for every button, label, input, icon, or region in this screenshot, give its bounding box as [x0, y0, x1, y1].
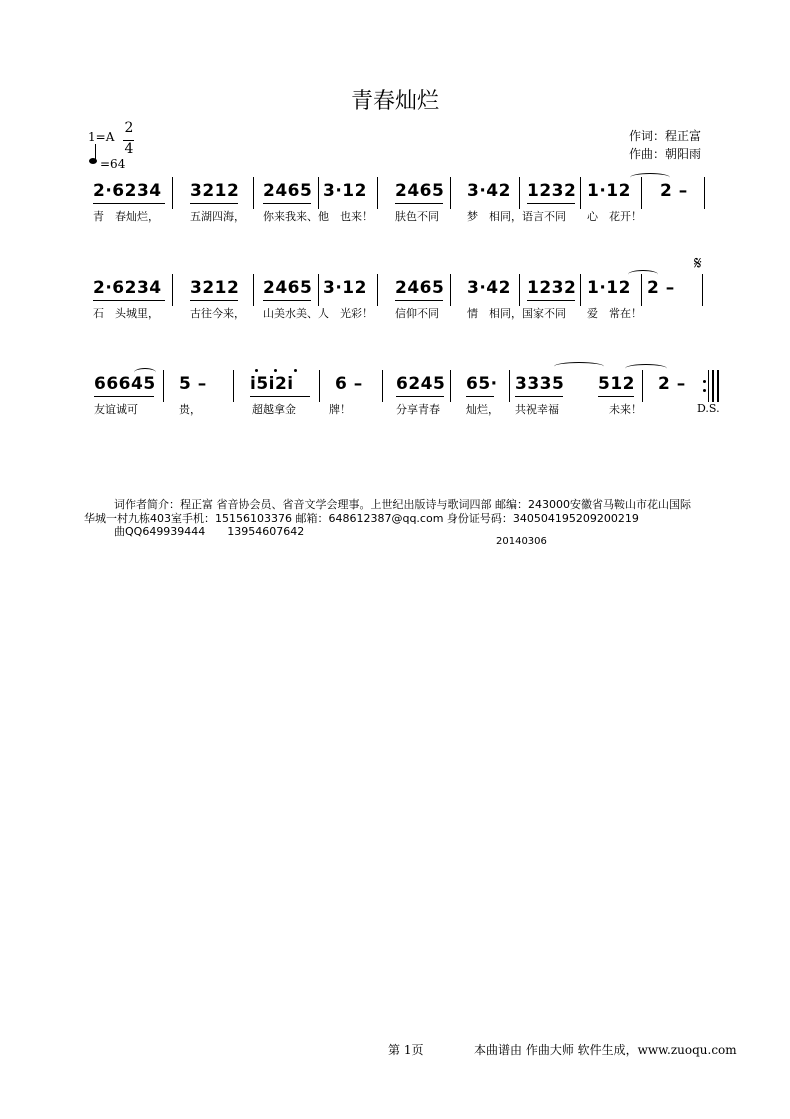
beam-underline [598, 396, 634, 397]
measure: 3212 [190, 181, 240, 201]
author-info-line: 曲QQ649939444 13954607642 [114, 525, 305, 538]
tie-slur [625, 364, 667, 373]
lyric-text: 山美水美、人 光彩！ [263, 307, 373, 320]
barline [319, 370, 320, 402]
lyric-text: 共祝幸福 [515, 403, 559, 416]
barline [450, 177, 451, 209]
beam-underline [93, 203, 165, 204]
barline [172, 177, 173, 209]
measure: 65· [466, 374, 498, 394]
measure: 6 – [335, 374, 363, 394]
beam-underline [395, 203, 443, 204]
measure: 2·6234 [93, 181, 162, 201]
beam-underline [396, 396, 444, 397]
time-signature-top: 2 [124, 120, 134, 136]
barline [704, 177, 705, 209]
lyric-text: 未来！ [609, 403, 642, 416]
barline [580, 274, 581, 306]
measure: 2465 [263, 278, 313, 298]
measure: 1232 [527, 278, 577, 298]
barline [172, 274, 173, 306]
measure: 3212 [190, 278, 240, 298]
lyric-text: 古往今来， [190, 307, 245, 320]
barline [702, 274, 703, 306]
barline [641, 274, 642, 306]
measure: 1·12 [587, 181, 631, 201]
measure: 2 – [647, 278, 675, 298]
beam-underline [515, 396, 563, 397]
beam-underline [93, 300, 165, 301]
barline [509, 370, 510, 402]
lyric-text: 梦 相同，语言不同 [467, 210, 566, 223]
lyric-text: 信仰不同 [395, 307, 439, 320]
octave-dot [274, 369, 277, 372]
tie-slur [554, 362, 604, 371]
segno-icon: 𝄋 [694, 253, 702, 274]
barline [318, 274, 319, 306]
lyric-text: 心 花开！ [587, 210, 642, 223]
barline [318, 177, 319, 209]
final-barline-thin [708, 370, 709, 402]
measure: 5 – [179, 374, 207, 394]
measure: 1232 [527, 181, 577, 201]
lyric-text: 灿烂， [466, 403, 499, 416]
software-credit: 本曲谱由 作曲大师 软件生成，www.zuoqu.com [474, 1043, 737, 1057]
quarter-note-icon [89, 158, 97, 164]
measure: 2465 [395, 278, 445, 298]
barline [580, 177, 581, 209]
lyric-text: 五湖四海， [190, 210, 245, 223]
barline [450, 274, 451, 306]
lyricist-credit: 作词：程正富 [629, 129, 702, 143]
author-info-line: 词作者简介：程正富 省音协会员、省音文学会理事。上世纪出版诗与歌词四部 邮编：243000安徽省马鞍山市花山国际 [114, 498, 691, 511]
beam-underline [466, 396, 494, 397]
lyric-text: 分享青春 [396, 403, 440, 416]
lyric-text: 爱 常在！ [587, 307, 642, 320]
measure: 2465 [263, 181, 313, 201]
octave-dot [255, 369, 258, 372]
measure: 6245 [396, 374, 446, 394]
key-signature: 1=A [88, 130, 115, 144]
octave-dot [294, 369, 297, 372]
tempo-marking: =64 [100, 157, 126, 171]
lyric-text: 青 春灿烂， [93, 210, 159, 223]
barline [519, 177, 520, 209]
beam-underline [395, 300, 443, 301]
barline [163, 370, 164, 402]
lyric-text: 牌！ [329, 403, 351, 416]
final-barline-thin [712, 370, 714, 402]
measure: 3·42 [467, 278, 511, 298]
beam-underline [527, 300, 575, 301]
barline [382, 370, 383, 402]
measure: 2 – [660, 181, 688, 201]
measure: 3·12 [323, 181, 367, 201]
barline [233, 370, 234, 402]
beam-underline [263, 203, 311, 204]
composer-credit: 作曲：朝阳雨 [629, 147, 702, 161]
barline [377, 274, 378, 306]
measure: 2·6234 [93, 278, 162, 298]
barline [450, 370, 451, 402]
barline [377, 177, 378, 209]
lyric-text: 你来我来、他 也来！ [263, 210, 373, 223]
final-barline-thick [717, 370, 719, 402]
beam-underline [94, 396, 154, 397]
time-signature-bottom: 4 [124, 141, 134, 157]
date-stamp: 20140306 [496, 536, 547, 547]
lyric-text: 情 相同，国家不同 [467, 307, 566, 320]
barline [642, 370, 643, 402]
lyric-text: 超越拿金 [252, 403, 296, 416]
barline [519, 274, 520, 306]
dal-segno-marking: D.S. [697, 402, 720, 415]
repeat-dot [703, 389, 706, 392]
lyric-text: 友谊诚可 [94, 403, 138, 416]
measure: 3·42 [467, 181, 511, 201]
beam-underline [250, 396, 310, 397]
page-number: 第 1页 [388, 1043, 424, 1057]
beam-underline [190, 300, 238, 301]
measure: 3335 [515, 374, 565, 394]
lyric-text: 贵， [179, 403, 201, 416]
barline [641, 177, 642, 209]
measure: 3·12 [323, 278, 367, 298]
measure: i5i2i [250, 374, 294, 394]
lyric-text: 石 头城里， [93, 307, 159, 320]
measure: 512 [598, 374, 635, 394]
beam-underline [527, 203, 575, 204]
repeat-dot [703, 380, 706, 383]
beam-underline [263, 300, 311, 301]
barline [253, 177, 254, 209]
beam-underline [190, 203, 238, 204]
author-info-line: 华城一村九栋403室手机：15156103376 邮箱：648612387@qq.com 身份证号码：340504195209200219 [84, 512, 639, 525]
lyric-text: 肤色不同 [395, 210, 439, 223]
measure: 2 – [658, 374, 686, 394]
measure: 1·12 [587, 278, 631, 298]
measure: 2465 [395, 181, 445, 201]
song-title: 青春灿烂 [350, 89, 439, 114]
measure: 66645 [94, 374, 156, 394]
barline [253, 274, 254, 306]
